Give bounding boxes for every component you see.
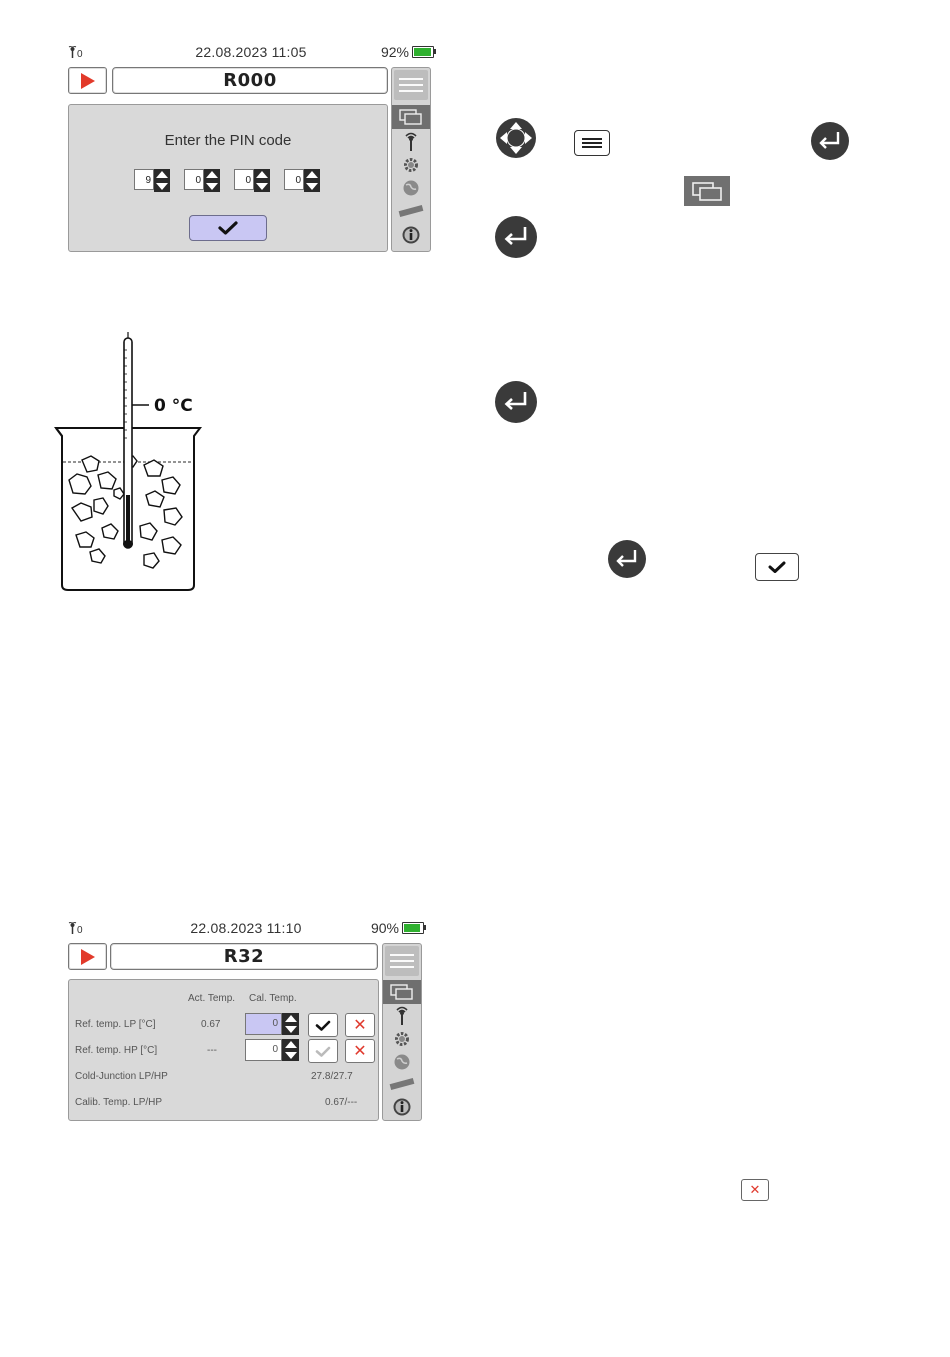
pin-screen	[68, 44, 434, 254]
tab-info[interactable]	[392, 224, 430, 246]
windows-icon	[399, 109, 423, 125]
up-arrow-icon[interactable]	[306, 171, 318, 178]
column-cal-temp: Cal. Temp.	[249, 993, 297, 1004]
calibration-screen	[68, 920, 424, 1125]
row-label-hp: Ref. temp. HP [°C]	[75, 1045, 158, 1056]
confirm-pin-button[interactable]	[189, 215, 267, 241]
spin-arrows[interactable]	[304, 169, 320, 192]
spin-arrows[interactable]	[282, 1013, 299, 1035]
cancel-icon: ✕	[353, 1041, 367, 1060]
battery-indicator	[371, 920, 424, 936]
up-arrow-icon[interactable]	[206, 171, 218, 178]
play-icon	[81, 949, 95, 965]
cancel-icon: ✕	[741, 1179, 769, 1201]
confirm-lp-button[interactable]	[308, 1013, 338, 1037]
pin-prompt: Enter the PIN code	[164, 132, 292, 149]
tab-ruler[interactable]	[383, 1073, 421, 1095]
tab-globe[interactable]	[383, 1051, 421, 1073]
calib-temp-value: 0.67/---	[325, 1097, 358, 1108]
pin-digit-value[interactable]: 0	[284, 169, 304, 190]
globe-icon	[402, 179, 420, 197]
row-label-lp: Ref. temp. LP [°C]	[75, 1019, 156, 1030]
pin-digit-value[interactable]: 9	[134, 169, 154, 190]
battery-icon	[402, 922, 424, 934]
cal-temp-lp-value[interactable]: 0	[245, 1013, 282, 1035]
battery-icon	[412, 46, 434, 58]
calibration-panel	[68, 979, 379, 1121]
play-icon	[81, 73, 95, 89]
antenna-indicator: 0	[68, 45, 83, 60]
wireless-icon	[392, 1006, 412, 1026]
tab-settings[interactable]	[383, 1028, 421, 1050]
side-toolbar	[391, 67, 431, 252]
enter-icon	[494, 380, 538, 424]
spin-arrows[interactable]	[254, 169, 270, 192]
thermometer-label: 0 °C	[154, 396, 193, 416]
cancel-icon: ✕	[353, 1015, 367, 1034]
up-arrow-icon[interactable]	[285, 1015, 297, 1022]
ruler-icon	[398, 204, 424, 218]
gear-icon	[393, 1030, 411, 1048]
spin-arrows[interactable]	[154, 169, 170, 192]
spin-arrows[interactable]	[204, 169, 220, 192]
act-temp-hp: ---	[207, 1045, 217, 1056]
refrigerant-title: R32	[110, 943, 378, 970]
cancel-lp-button[interactable]	[345, 1013, 375, 1037]
tab-globe[interactable]	[392, 177, 430, 199]
menu-button[interactable]	[385, 946, 419, 976]
check-icon	[315, 1020, 331, 1031]
tab-settings[interactable]	[392, 154, 430, 176]
battery-fill	[414, 48, 431, 56]
down-arrow-icon[interactable]	[206, 183, 218, 190]
windows-icon	[684, 176, 730, 206]
gear-icon	[402, 156, 420, 174]
up-arrow-icon[interactable]	[285, 1041, 297, 1048]
pin-digit-4[interactable]	[284, 169, 322, 192]
play-button[interactable]	[68, 67, 107, 94]
cold-junction-label: Cold-Junction LP/HP	[75, 1071, 168, 1082]
windows-tab[interactable]	[392, 105, 430, 129]
battery-indicator	[381, 44, 434, 60]
pin-digit-value[interactable]: 0	[184, 169, 204, 190]
windows-tab[interactable]	[383, 980, 421, 1004]
pin-panel	[68, 104, 388, 252]
down-arrow-icon[interactable]	[306, 183, 318, 190]
wireless-icon	[401, 132, 421, 152]
tab-ruler[interactable]	[392, 200, 430, 222]
down-arrow-icon[interactable]	[156, 183, 168, 190]
tab-wireless[interactable]	[392, 131, 430, 153]
datetime: 22.08.2023 11:10	[190, 920, 302, 936]
down-arrow-icon[interactable]	[285, 1026, 297, 1033]
antenna-indicator: 0	[68, 921, 83, 936]
menu-button[interactable]	[394, 70, 428, 100]
act-temp-lp: 0.67	[201, 1019, 221, 1030]
enter-icon	[810, 121, 850, 161]
battery-percent: 92%	[380, 44, 409, 60]
enter-icon	[494, 215, 538, 259]
cal-temp-lp-input[interactable]	[245, 1013, 299, 1035]
pin-digit-value[interactable]: 0	[234, 169, 254, 190]
tab-info[interactable]	[383, 1096, 421, 1118]
check-icon	[218, 221, 238, 235]
battery-fill	[404, 924, 420, 932]
globe-icon	[393, 1053, 411, 1071]
play-button[interactable]	[68, 943, 107, 970]
tab-wireless[interactable]	[383, 1005, 421, 1027]
down-arrow-icon[interactable]	[256, 183, 268, 190]
pin-digit-1[interactable]	[134, 169, 172, 192]
windows-icon	[390, 984, 414, 1000]
info-icon	[401, 225, 421, 245]
datetime: 22.08.2023 11:05	[195, 44, 307, 60]
battery-percent: 90%	[370, 920, 399, 936]
menu-icon	[574, 130, 610, 156]
status-bar	[68, 920, 424, 938]
check-icon	[315, 1046, 331, 1057]
up-arrow-icon[interactable]	[256, 171, 268, 178]
cal-temp-hp-input[interactable]	[245, 1039, 299, 1061]
down-arrow-icon[interactable]	[285, 1052, 297, 1059]
pin-digit-2[interactable]	[184, 169, 222, 192]
enter-icon	[607, 539, 647, 579]
cancel-hp-button[interactable]	[345, 1039, 375, 1063]
ice-bath-illustration	[54, 330, 214, 595]
status-bar	[68, 44, 434, 62]
refrigerant-title: R000	[112, 67, 388, 94]
cold-junction-value: 27.8/27.7	[311, 1071, 353, 1082]
cal-temp-hp-value[interactable]: 0	[245, 1039, 282, 1061]
direction-pad-icon	[495, 117, 537, 159]
pin-digit-3[interactable]	[234, 169, 272, 192]
check-icon	[755, 553, 799, 581]
confirm-hp-button[interactable]	[308, 1039, 338, 1063]
info-icon	[392, 1097, 412, 1117]
column-act-temp: Act. Temp.	[188, 993, 236, 1004]
calib-temp-label: Calib. Temp. LP/HP	[75, 1097, 163, 1108]
up-arrow-icon[interactable]	[156, 171, 168, 178]
spin-arrows[interactable]	[282, 1039, 299, 1061]
side-toolbar	[382, 943, 422, 1121]
ruler-icon	[389, 1077, 415, 1091]
